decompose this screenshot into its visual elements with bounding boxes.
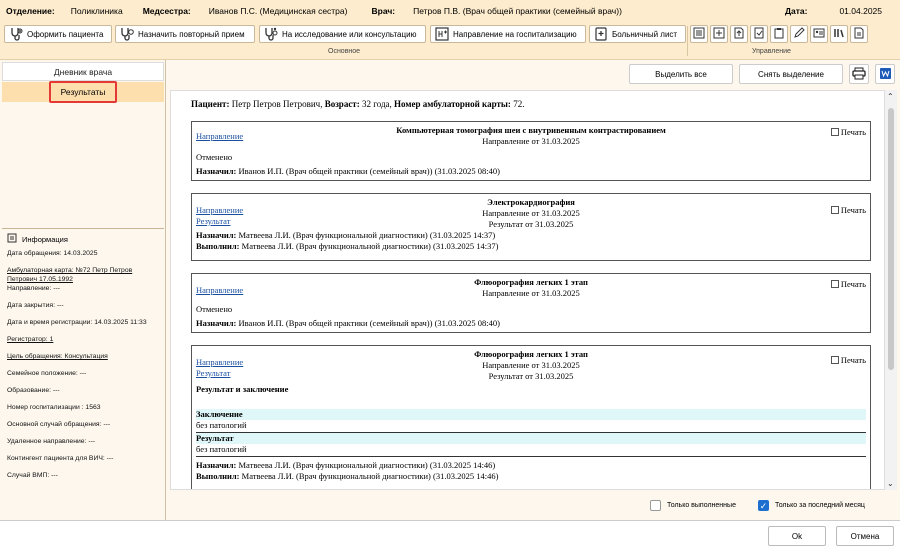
info-icon [7, 233, 17, 245]
info-title: Информация [22, 234, 68, 244]
card-header [196, 197, 866, 230]
card-title: Флюорография легких 1 этап [474, 277, 588, 287]
toolbar-group-separator [687, 26, 688, 56]
result-section-title: Результат и заключение [196, 384, 289, 394]
research-label: На исследование или консультацию [282, 29, 417, 39]
add-patient-icon [8, 27, 24, 41]
only-done-checkbox[interactable] [650, 500, 661, 511]
scroll-thumb[interactable] [888, 108, 894, 370]
direction-link[interactable]: Направление [196, 205, 244, 215]
done-value: Матвеева Л.И. (Врач функциональной диагностики) (31.03.2025 14:46) [241, 471, 499, 481]
cancel-button[interactable]: Отмена [836, 526, 894, 546]
manage-list-button[interactable] [690, 25, 708, 43]
card-result-date: Результат от 31.03.2025 [488, 371, 574, 381]
print-checkbox-label: Печать [840, 205, 866, 215]
hospital-direction-label: Направление на госпитализацию [453, 29, 577, 39]
card-header [196, 277, 866, 299]
last-month-checkbox[interactable] [758, 500, 769, 511]
hospital-direction-button[interactable] [430, 25, 586, 43]
info-line: Направление: --- [7, 285, 61, 292]
manage-clipboard-button[interactable] [770, 25, 788, 43]
check-doc-icon [753, 27, 765, 41]
manage-add-button[interactable] [710, 25, 728, 43]
left-panel [0, 60, 166, 520]
info-list [7, 249, 159, 480]
vertical-scrollbar[interactable] [885, 90, 897, 490]
card-done [196, 471, 866, 482]
pdf-icon [853, 27, 865, 41]
card-assigned [196, 318, 866, 329]
group-manage-label: Управление [752, 48, 791, 55]
card-icon [813, 27, 825, 41]
card-direction-date: Направление от 31.03.2025 [482, 360, 580, 370]
dept-value: Поликлиника [70, 6, 123, 16]
direction-link[interactable]: Направление [196, 131, 244, 141]
checkbox-icon [831, 128, 839, 136]
card-assigned [196, 166, 866, 177]
manage-upload-button[interactable] [730, 25, 748, 43]
result-card [191, 121, 871, 181]
date-label: Дата: [784, 6, 808, 16]
done-label: Выполнил: [196, 471, 240, 481]
card-header [196, 349, 866, 382]
info-line: Контингент пациента для ВИЧ: --- [7, 455, 114, 462]
direction-link[interactable]: Направление [196, 285, 244, 295]
assigned-label: Назначил: [196, 230, 237, 240]
patient-line [191, 99, 524, 109]
manage-edit-button[interactable] [790, 25, 808, 43]
print-checkbox-label: Печать [840, 355, 866, 365]
header-bar [0, 0, 900, 22]
scroll-up-icon[interactable]: ⌃ [887, 92, 894, 101]
checkmark-icon: ✓ [759, 501, 768, 511]
info-line: Дата обращения: 14.03.2025 [7, 250, 98, 257]
card-number-label: Номер амбулаторной карты: [394, 99, 511, 109]
assigned-value: Матвеева Л.И. (Врач функциональной диагностики) (31.03.2025 14:37) [238, 230, 496, 240]
card-direction-date: Направление от 31.03.2025 [482, 136, 580, 146]
only-done-label: Только выполненные [667, 502, 736, 509]
result-card [191, 273, 871, 333]
library-icon [833, 27, 845, 41]
register-patient-label: Оформить пациента [27, 29, 104, 39]
edit-icon [793, 27, 805, 41]
print-checkbox[interactable] [831, 355, 866, 365]
export-word-button[interactable] [875, 64, 895, 84]
date-value: 01.04.2025 [839, 6, 882, 16]
filter-bar [650, 500, 865, 511]
add-doc-icon [713, 27, 725, 41]
card-result-date: Результат от 31.03.2025 [488, 219, 574, 229]
info-line: Основной случай обращения: --- [7, 421, 111, 428]
assigned-label: Назначил: [196, 318, 237, 328]
group-main-label: Основное [328, 48, 361, 55]
info-panel [2, 228, 164, 518]
checkbox-icon [831, 356, 839, 364]
result-link[interactable]: Результат [196, 216, 231, 226]
assigned-value: Иванов И.П. (Врач общей практики (семейный врач)) (31.03.2025 08:40) [238, 318, 500, 328]
card-title: Электрокардиография [487, 197, 575, 207]
result-card [191, 345, 871, 490]
checkbox-icon [831, 280, 839, 288]
info-line: Удаленное направление: --- [7, 438, 96, 445]
divider [196, 456, 866, 457]
conclusion-value: без патологий [196, 420, 247, 430]
card-number-value: 72. [513, 99, 525, 109]
result-value: без патологий [196, 444, 247, 454]
toolbar [0, 22, 900, 60]
manage-library-button[interactable] [830, 25, 848, 43]
assigned-value: Матвеева Л.И. (Врач функциональной диагностики) (31.03.2025 14:46) [238, 460, 496, 470]
card-title: Компьютерная томография шеи с внутривенным контрастированием [396, 125, 666, 135]
card-links [196, 285, 243, 296]
info-line[interactable]: Амбулаторная карта: №72 Петр Петров [7, 267, 133, 274]
done-label: Выполнил: [196, 241, 240, 251]
right-panel [167, 60, 900, 520]
sick-leave-button[interactable] [589, 25, 686, 43]
info-line[interactable]: Цель обращения: Консультация [7, 353, 108, 360]
manage-card-button[interactable] [810, 25, 828, 43]
direction-link[interactable]: Направление [196, 357, 244, 367]
info-line[interactable]: Петрович 17.05.1992 [7, 276, 73, 283]
sick-leave-icon [593, 27, 609, 41]
nurse-value: Иванов П.С. (Медицинская сестра) [208, 6, 348, 16]
card-assigned [196, 460, 866, 471]
patient-label: Пациент: [191, 99, 230, 109]
age-value: 32 года, [361, 99, 392, 109]
manage-pdf-button[interactable] [850, 25, 868, 43]
result-label: Результат [196, 433, 866, 444]
register-patient-button[interactable] [4, 25, 112, 43]
dept-label: Отделение: [6, 6, 55, 16]
info-line: Номер госпитализации : 1563 [7, 404, 101, 411]
footer [0, 520, 900, 551]
age-label: Возраст: [324, 99, 360, 109]
assigned-value: Иванов И.П. (Врач общей практики (семейный врач)) (31.03.2025 08:40) [238, 166, 500, 176]
results-document [170, 90, 885, 490]
print-checkbox[interactable] [831, 205, 866, 215]
repeat-appointment-icon [119, 27, 135, 41]
print-checkbox[interactable] [831, 127, 866, 137]
assigned-label: Назначил: [196, 166, 237, 176]
card-links [196, 131, 243, 142]
checkbox-icon [831, 206, 839, 214]
print-checkbox-label: Печать [840, 279, 866, 289]
patient-name: Петр Петров Петрович, [231, 99, 323, 109]
done-value: Матвеева Л.И. (Врач функциональной диагностики) (31.03.2025 14:37) [241, 241, 499, 251]
info-line: Дата закрытия: --- [7, 302, 64, 309]
info-line[interactable]: Регистратор: 1 [7, 336, 54, 343]
manage-check-button[interactable] [750, 25, 768, 43]
result-card [191, 193, 871, 261]
list-icon [693, 27, 705, 41]
doctor-value: Петров П.В. (Врач общей практики (семейный врач)) [413, 6, 622, 16]
ok-button[interactable]: Ok [768, 526, 826, 546]
scroll-down-icon[interactable]: ⌄ [887, 479, 894, 488]
card-assigned [196, 230, 866, 241]
card-title: Флюорография легких 1 этап [474, 349, 588, 359]
repeat-appointment-button[interactable] [115, 25, 255, 43]
print-button[interactable] [849, 64, 869, 84]
print-checkbox[interactable] [831, 279, 866, 289]
print-checkbox-label: Печать [840, 127, 866, 137]
last-month-label: Только за последний месяц [774, 502, 865, 509]
info-line: Семейное положение: --- [7, 370, 87, 377]
conclusion-label: Заключение [196, 409, 866, 420]
card-status: Отменено [196, 152, 233, 162]
result-link[interactable]: Результат [196, 368, 231, 378]
info-line: Образование: --- [7, 387, 60, 394]
upload-icon [733, 27, 745, 41]
card-done [196, 241, 866, 252]
nurse-label: Медсестра: [142, 6, 191, 16]
doctor-label: Врач: [371, 6, 396, 16]
card-direction-date: Направление от 31.03.2025 [482, 208, 580, 218]
tab-doctor-diary[interactable]: Дневник врача [2, 62, 164, 81]
word-icon [879, 67, 892, 82]
sick-leave-label: Больничный лист [612, 29, 678, 39]
print-icon [852, 67, 866, 82]
hospital-icon [434, 27, 450, 41]
select-all-button[interactable]: Выделить все [629, 64, 733, 84]
card-header [196, 125, 866, 147]
info-line: Случай ВМП: --- [7, 472, 58, 479]
tab-results[interactable] [2, 82, 164, 102]
research-icon [263, 27, 279, 41]
assigned-label: Назначил: [196, 460, 237, 470]
repeat-appointment-label: Назначить повторный прием [138, 29, 245, 39]
card-status: Отменено [196, 304, 233, 314]
card-links [196, 357, 243, 379]
deselect-button[interactable]: Снять выделение [739, 64, 843, 84]
info-line: Дата и время регистрации: 14.03.2025 11:33 [7, 319, 147, 326]
card-links [196, 205, 243, 227]
clipboard-icon [773, 27, 785, 41]
tab-results-label: Результаты [49, 81, 118, 103]
info-header [7, 233, 159, 245]
card-direction-date: Направление от 31.03.2025 [482, 288, 580, 298]
research-button[interactable] [259, 25, 426, 43]
